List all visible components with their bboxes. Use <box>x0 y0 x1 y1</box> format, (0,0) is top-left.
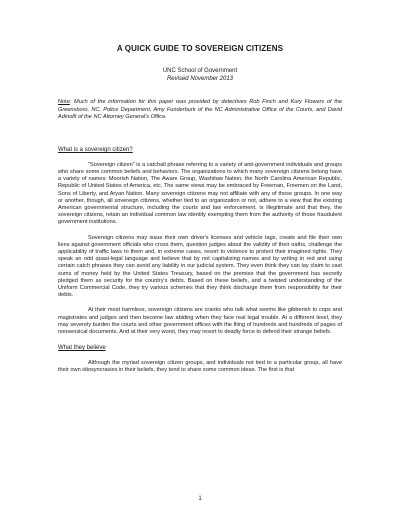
page-number: 1 <box>198 496 202 502</box>
body-paragraph: Although the myriad sovereign citizen groups, and individuals not tied to a particular group, all have their own idiosyncrasies in their beliefs, they tend to share some common ideas. The first is that <box>58 360 342 374</box>
section-heading-what-they-believe: What they believe <box>58 345 106 352</box>
body-paragraph: "Sovereign citizen" is a catchall phrase referring to a variety of anti-government individuals and groups who share some common beliefs and behaviors. The organizations to which many sovereign citizens belong have a variety of names: Moorish Nation, The Aware Group, Washitaw Nation, the North Carolina American Republic, Republic of United States of America, etc. The same views may be embraced by Freeman, Freemen on the Land, Sons of Liberty, and Aryan Nation. Many sovereign citizens may not affiliate with any of those groups. In one way or another, though, all sovereign citizens, whether tied to an organization or not, adhere to a view that the existing American governmental structure, including the courts and law enforcement, is illegitimate and that they, the sovereign citizens, retain an individual common law identity exempting them from the authority of those fraudulent government institutions. <box>58 161 342 226</box>
note-label: Note <box>58 99 70 105</box>
revision-date: Revised November 2013 <box>166 76 234 82</box>
organization-line: UNC School of Government <box>162 68 238 74</box>
body-paragraph: At their most harmless, sovereign citizens are cranks who talk what seems like gibberish to cops and magistrates and judges and then become law abiding when they face real legal trouble. At a different level, they may severely burden the courts and other government offices with the filing of hundreds and hundreds of pages of nonsensical documents. And at their very worst, they may resort to deadly force to defend their strange beliefs. <box>58 307 342 336</box>
body-paragraph: Sovereign citizens may issue their own driver's licenses and vehicle tags, create and file their own liens against government officials who cross them, question judges about the validity of their oaths, challenge the applicability of traffic laws to them and, in extreme cases, resort to violence to protect their imagined rights. They speak an odd quasi-legal language and believe that by not capitalizing names and by writing in red and using certain catch phrases they can avoid any liability in our judicial system. They even think they can lay claim to vast sums of money held by the United States Treasury, based on the premise that the government has secretly pledged them as security for the country's debts. Based on these beliefs, and a twisted understanding of the Uniform Commercial Code, they try various schemes that they think discharge them from responsibility for their debts. <box>58 234 342 299</box>
document-title: A QUICK GUIDE TO SOVEREIGN CITIZENS <box>116 44 284 53</box>
note-paragraph <box>58 99 342 122</box>
note-text: : Much of the information for this paper was provided by detectives Rob Finch and Kory Flowers of the Greensboro, NC, Police Department, Amy Funderburk of the NC Administrative Office of the Courts, and David Adinolfi of the NC Attorney General's Office. <box>58 99 342 121</box>
section-heading-what-is: What is a sovereign citizen? <box>58 146 133 153</box>
